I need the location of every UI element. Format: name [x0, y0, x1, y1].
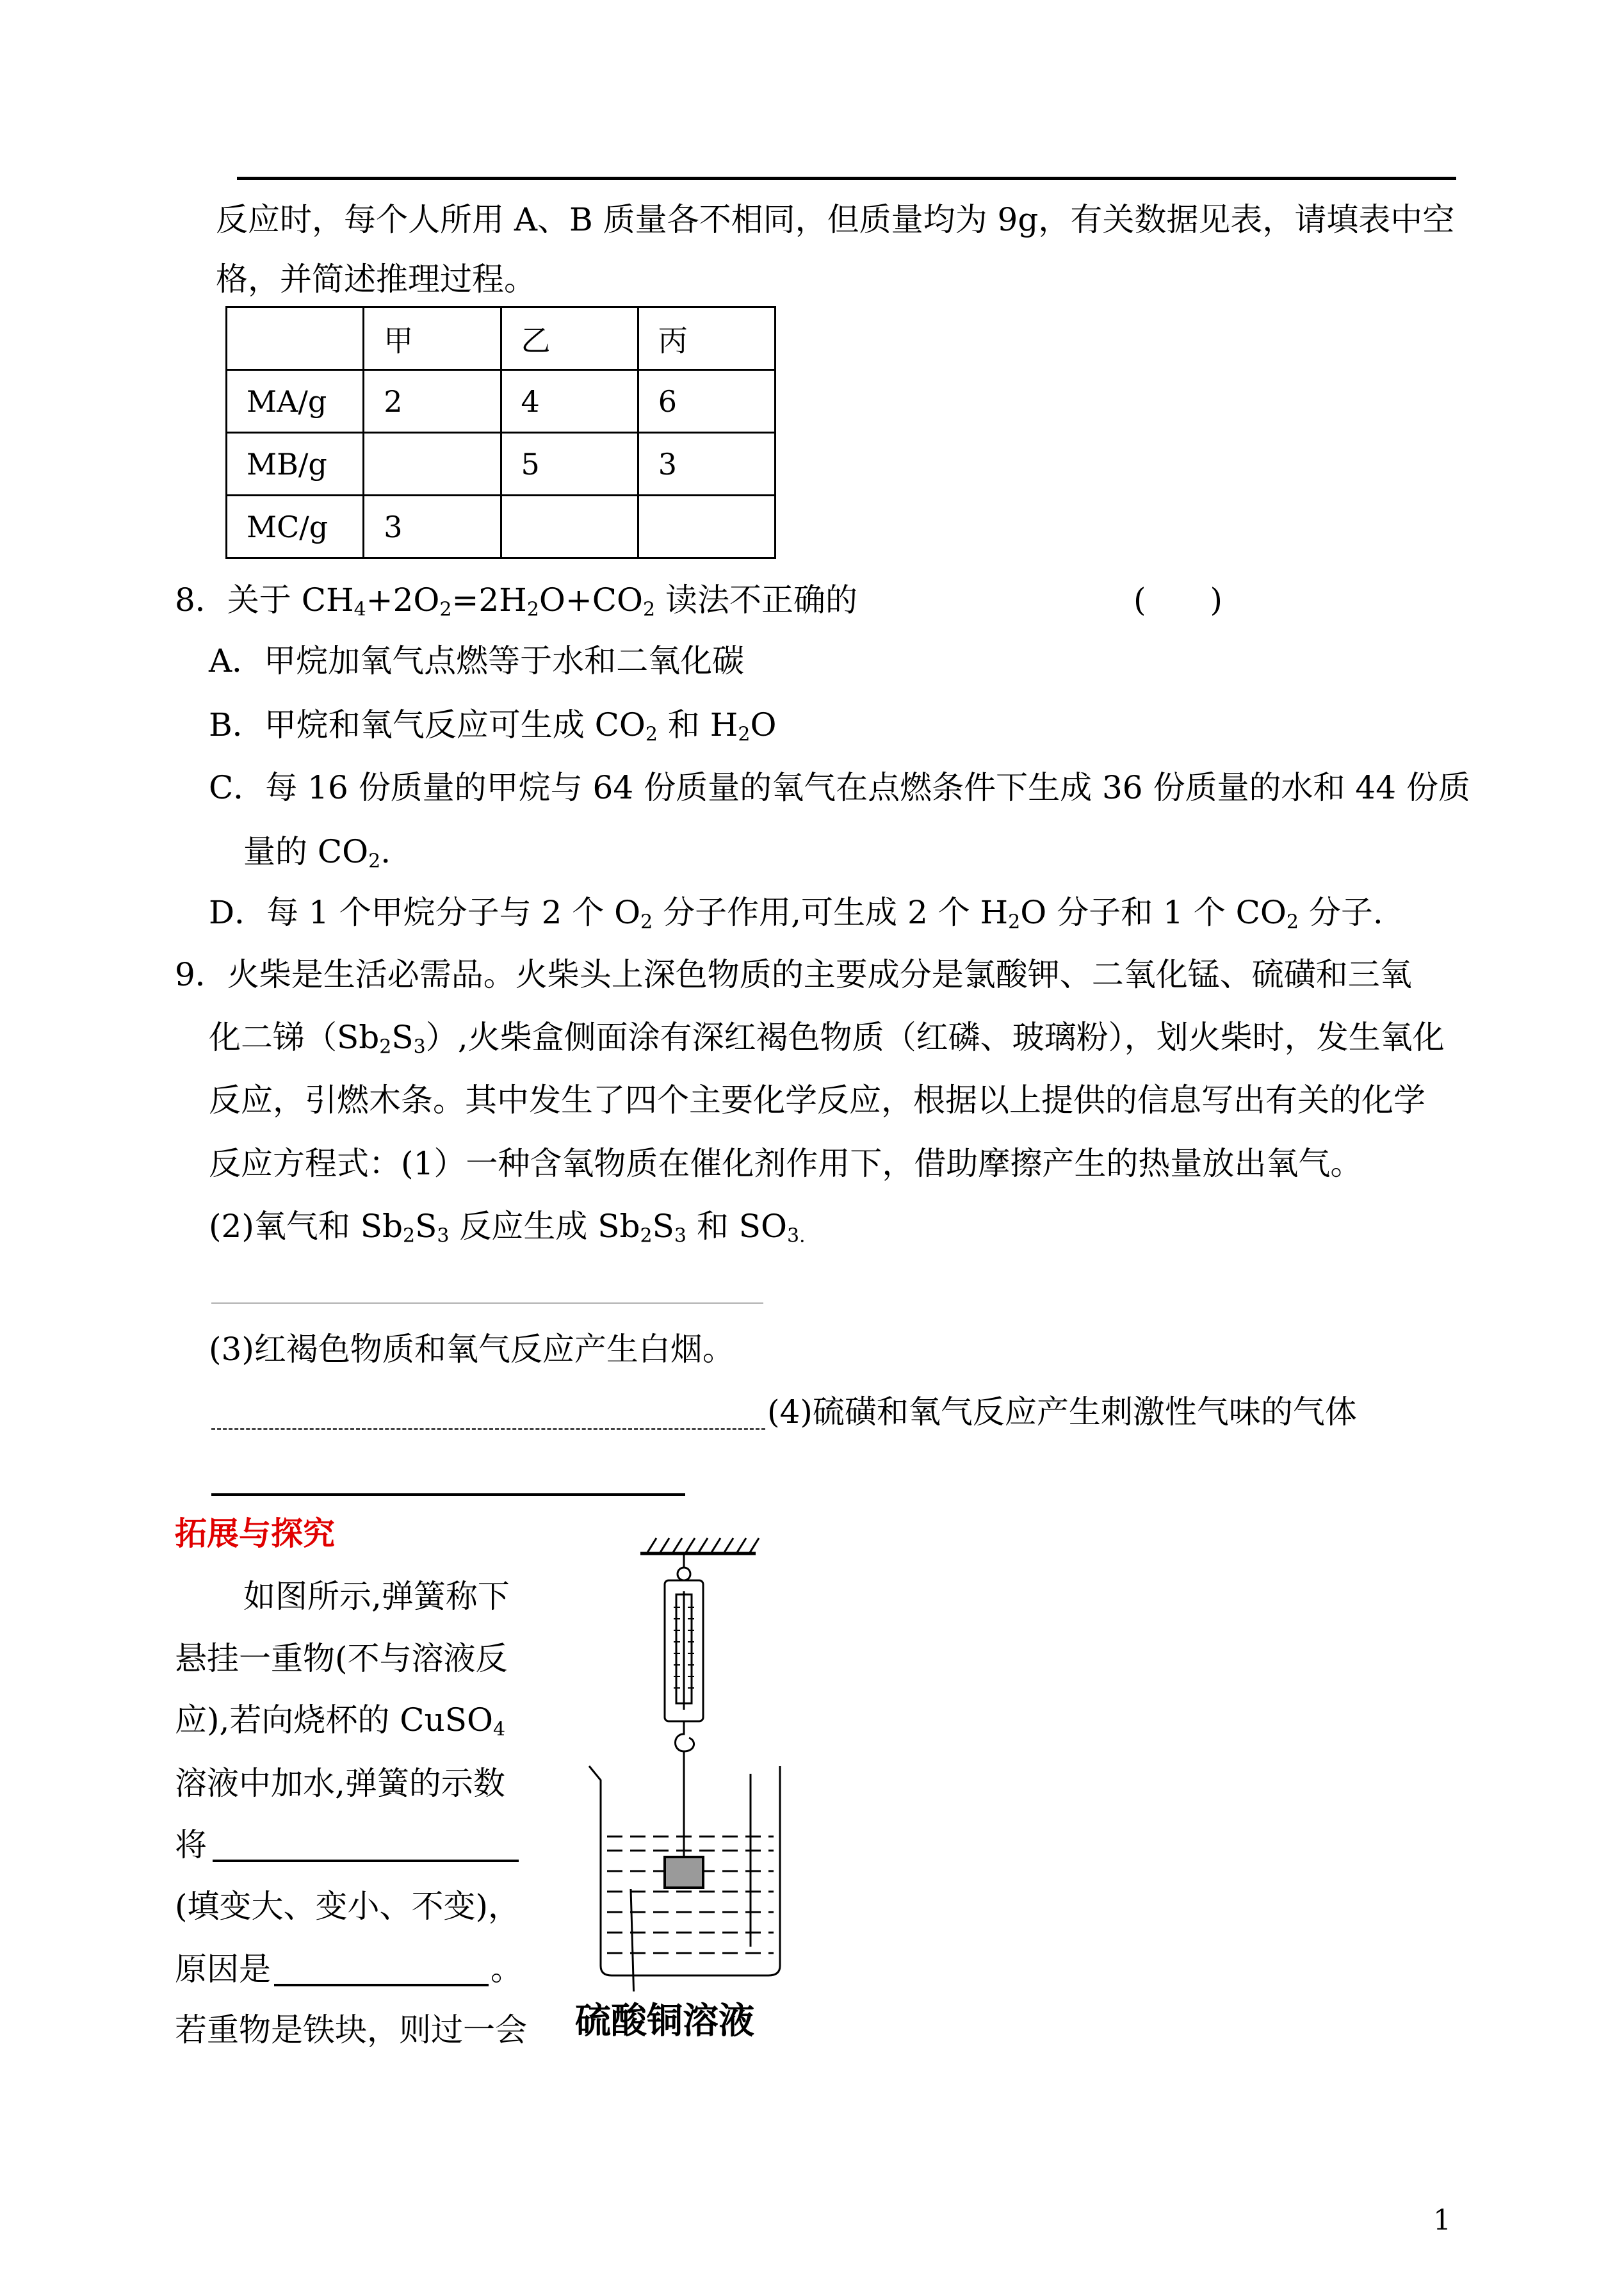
ext-line5: 将 [175, 1826, 207, 1863]
q9-line3: 反应，引燃木条。其中发生了四个主要化学反应，根据以上提供的信息写出有关的化学 [209, 1082, 1425, 1119]
answer-bracket: ( ) [1133, 581, 1223, 619]
table-row [227, 433, 775, 496]
table-row-label: MA/g [227, 370, 364, 433]
q8-option-b: B．甲烷和氧气反应可生成 $CO_2$ 和 $H_2O$ [209, 706, 777, 746]
table-header-yi: 乙 [501, 307, 638, 370]
q7-text-line1: 反应时，每个人所用 A、B 质量各不相同，但质量均为 9g，有关数据见表，请填表中空 [216, 201, 1455, 238]
q9-line2: 化二锑$(Sb_2S_3)$,火柴盒侧面涂有深红褐色物质（红磷、玻璃粉），划火柴时，发生氧化 [209, 1019, 1445, 1058]
ext-line7-label: 原因是 [175, 1950, 271, 1988]
table-row-label: MC/g [227, 496, 364, 558]
table-cell: 2 [364, 370, 501, 433]
table-cell: 3 [638, 433, 775, 496]
answer-blank-3[interactable] [211, 1428, 765, 1430]
q7-text-line2: 格，并简述推理过程。 [216, 261, 536, 298]
ext-line8: 若重物是铁块，则过一会 [175, 2011, 527, 2048]
table-cell: 6 [638, 370, 775, 433]
answer-blank-reason[interactable] [274, 1984, 489, 1986]
ext-line3: 应),若向烧杯的 CuSO$_4$ [175, 1701, 506, 1741]
answer-blank-reading[interactable] [213, 1860, 519, 1862]
answer-blank-2[interactable] [211, 1302, 763, 1304]
table-row [227, 370, 775, 433]
q9-part4: (4)硫磺和氧气反应产生刺激性气味的气体 [767, 1393, 1357, 1431]
table-header-jia: 甲 [364, 307, 501, 370]
table-cell: 4 [501, 370, 638, 433]
weight-block [665, 1857, 703, 1888]
q8-option-c-line1: C．每 16 份质量的甲烷与 64 份质量的氧气在点燃条件下生成 36 份质量的水和 44 份质 [209, 769, 1470, 806]
q8-option-a: A．甲烷加氧气点燃等于水和二氧化碳 [209, 642, 745, 679]
table-cell-blank [501, 496, 638, 558]
table-cell: 3 [364, 496, 501, 558]
q9-line1: 9．火柴是生活必需品。火柴头上深色物质的主要成分是氯酸钾、二氧化锰、硫磺和三氧 [175, 956, 1412, 993]
table-cell-blank [364, 433, 501, 496]
table-cell-blank [638, 496, 775, 558]
ext-line6: (填变大、变小、不变)， [175, 1888, 521, 1925]
section-heading: 拓展与探究 [175, 1514, 335, 1552]
q9-part3: (3)红褐色物质和氧气反应产生白烟。 [209, 1331, 735, 1368]
table-row [227, 496, 775, 558]
q8-option-d: D．每 1 个甲烷分子与 2 个 $O_2$ 分子作用,可生成 2 个 $H_2O$ 分子和 1 个 $CO_2$ 分子. [209, 894, 1383, 934]
mass-data-table [225, 306, 776, 559]
q8-option-c-line2: 量的 $CO_2$. [243, 833, 391, 873]
table-cell: 5 [501, 433, 638, 496]
spring-scale-beaker-figure [576, 1530, 807, 1991]
answer-blank-4[interactable] [211, 1493, 685, 1496]
q8-stem: 8．关于 $CH_4+2O_2=2H_2O+CO_2$ 读法不正确的 [175, 581, 858, 621]
table-header-row [227, 307, 775, 370]
ext-line4: 溶液中加水,弹簧的示数 [175, 1765, 505, 1802]
q9-part2: (2)氧气和 $Sb_2S_3$ 反应生成 $Sb_2S_3$ 和 $SO_{3.}$ [209, 1208, 806, 1247]
ext-line7-end: 。 [491, 1950, 523, 1988]
header-rule [237, 177, 1456, 180]
table-cell [227, 307, 364, 370]
figure-caption: 硫酸铜溶液 [575, 2000, 754, 2042]
page-number: 1 [1433, 2204, 1451, 2237]
table-header-bing: 丙 [638, 307, 775, 370]
q9-line4: 反应方程式：(1）一种含氧物质在催化剂作用下，借助摩擦产生的热量放出氧气。 [209, 1145, 1363, 1182]
table-row-label: MB/g [227, 433, 364, 496]
ext-line1: 如图所示,弹簧称下 [243, 1578, 510, 1615]
ext-line2: 悬挂一重物(不与溶液反 [175, 1640, 508, 1677]
